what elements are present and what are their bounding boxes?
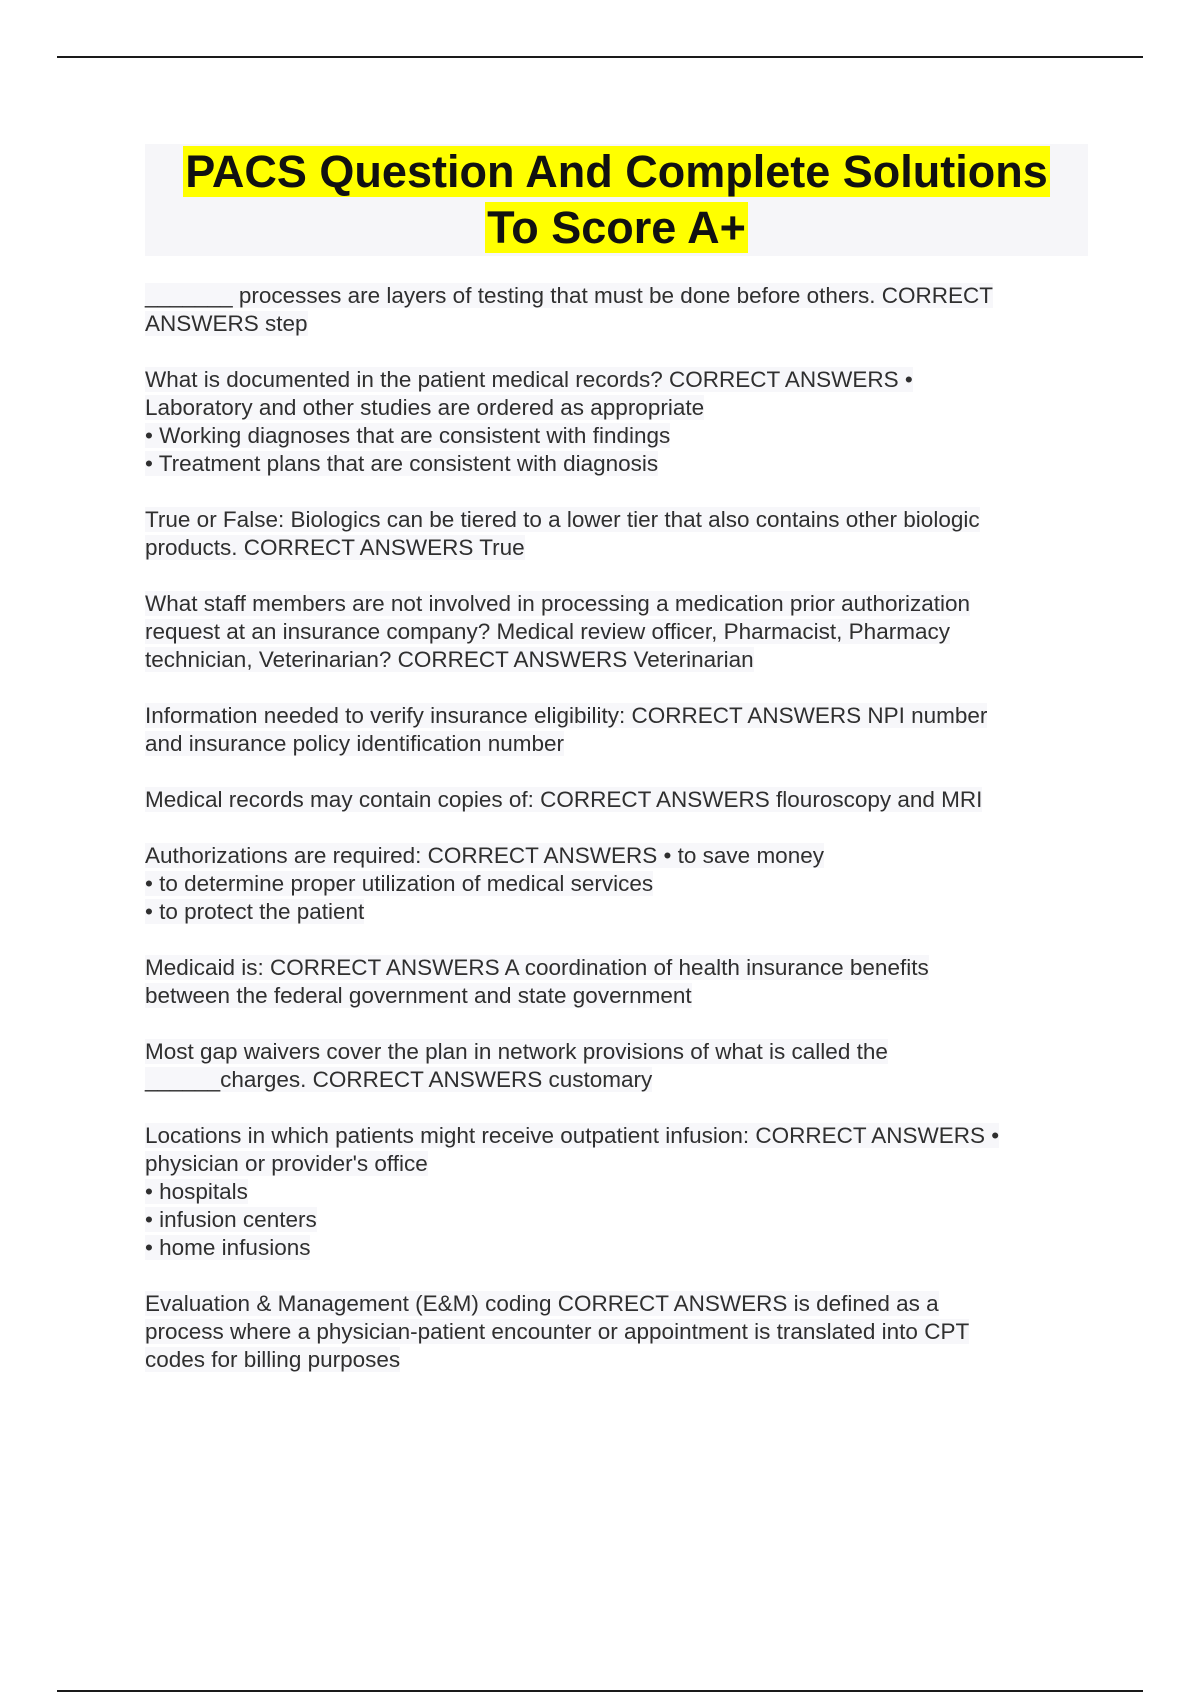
question-text: What is documented in the patient medical records? CORRECT ANSWERS • xyxy=(145,367,913,392)
question-text: • to determine proper utilization of medical services xyxy=(145,871,654,896)
question-text: Most gap waivers cover the plan in network provisions of what is called the xyxy=(145,1039,888,1064)
question-text: True or False: Biologics can be tiered to a lower tier that also contains other biologic xyxy=(145,507,980,532)
header-rule xyxy=(57,56,1143,58)
question-item xyxy=(145,702,1075,758)
question-item xyxy=(145,1038,1075,1094)
question-line xyxy=(145,1150,1075,1178)
question-line xyxy=(145,1038,1075,1066)
question-text: _______ processes are layers of testing that must be done before others. CORRECT xyxy=(145,283,993,308)
question-line xyxy=(145,898,1075,926)
question-text: products. CORRECT ANSWERS True xyxy=(145,535,525,560)
question-text: Information needed to verify insurance eligibility: CORRECT ANSWERS NPI number xyxy=(145,703,988,728)
question-line xyxy=(145,282,1075,310)
question-line xyxy=(145,646,1075,674)
question-text: • Working diagnoses that are consistent with findings xyxy=(145,423,671,448)
question-text: Evaluation & Management (E&M) coding CORRECT ANSWERS is defined as a xyxy=(145,1291,939,1316)
question-line xyxy=(145,422,1075,450)
question-text: and insurance policy identification number xyxy=(145,731,564,756)
question-text: • hospitals xyxy=(145,1179,248,1204)
question-line xyxy=(145,954,1075,982)
question-line xyxy=(145,1234,1075,1262)
question-line xyxy=(145,506,1075,534)
footer-rule xyxy=(57,1690,1143,1692)
question-text: Medicaid is: CORRECT ANSWERS A coordination of health insurance benefits xyxy=(145,955,929,980)
question-line xyxy=(145,1318,1075,1346)
question-line xyxy=(145,1066,1075,1094)
question-text: • to protect the patient xyxy=(145,899,365,924)
question-list xyxy=(145,282,1075,1402)
question-line xyxy=(145,1122,1075,1150)
question-item xyxy=(145,1122,1075,1262)
question-line xyxy=(145,310,1075,338)
question-text: • Treatment plans that are consistent with diagnosis xyxy=(145,451,659,476)
question-item xyxy=(145,954,1075,1010)
question-item xyxy=(145,842,1075,926)
question-item xyxy=(145,366,1075,478)
question-text: • infusion centers xyxy=(145,1207,317,1232)
question-line xyxy=(145,1290,1075,1318)
question-item xyxy=(145,506,1075,562)
question-line xyxy=(145,450,1075,478)
question-text: technician, Veterinarian? CORRECT ANSWERS Veterinarian xyxy=(145,647,754,672)
question-item xyxy=(145,282,1075,338)
question-line xyxy=(145,730,1075,758)
question-line xyxy=(145,1206,1075,1234)
question-text: physician or provider's office xyxy=(145,1151,428,1176)
question-text: between the federal government and state government xyxy=(145,983,692,1008)
question-text: ______charges. CORRECT ANSWERS customary xyxy=(145,1067,653,1092)
title-line-2: To Score A+ xyxy=(487,202,746,253)
question-line xyxy=(145,366,1075,394)
question-line xyxy=(145,534,1075,562)
question-text: • home infusions xyxy=(145,1235,311,1260)
question-line xyxy=(145,590,1075,618)
question-text: Authorizations are required: CORRECT ANSWERS • to save money xyxy=(145,843,824,868)
question-line xyxy=(145,618,1075,646)
document-title xyxy=(145,144,1088,256)
question-line xyxy=(145,1346,1075,1374)
question-item xyxy=(145,590,1075,674)
question-text: codes for billing purposes xyxy=(145,1347,401,1372)
question-line xyxy=(145,870,1075,898)
question-text: Medical records may contain copies of: CORRECT ANSWERS flouroscopy and MRI xyxy=(145,787,983,812)
question-item xyxy=(145,1290,1075,1374)
question-text: What staff members are not involved in processing a medication prior authorization xyxy=(145,591,970,616)
title-line-1: PACS Question And Complete Solutions xyxy=(185,146,1048,197)
question-line xyxy=(145,702,1075,730)
question-line xyxy=(145,842,1075,870)
question-line xyxy=(145,394,1075,422)
question-text: ANSWERS step xyxy=(145,311,308,336)
question-item xyxy=(145,786,1075,814)
question-text: Locations in which patients might receive outpatient infusion: CORRECT ANSWERS • xyxy=(145,1123,1000,1148)
question-line xyxy=(145,982,1075,1010)
question-text: Laboratory and other studies are ordered as appropriate xyxy=(145,395,705,420)
question-line xyxy=(145,786,1075,814)
question-line xyxy=(145,1178,1075,1206)
question-text: request at an insurance company? Medical review officer, Pharmacist, Pharmacy xyxy=(145,619,950,644)
question-text: process where a physician-patient encounter or appointment is translated into CPT xyxy=(145,1319,970,1344)
